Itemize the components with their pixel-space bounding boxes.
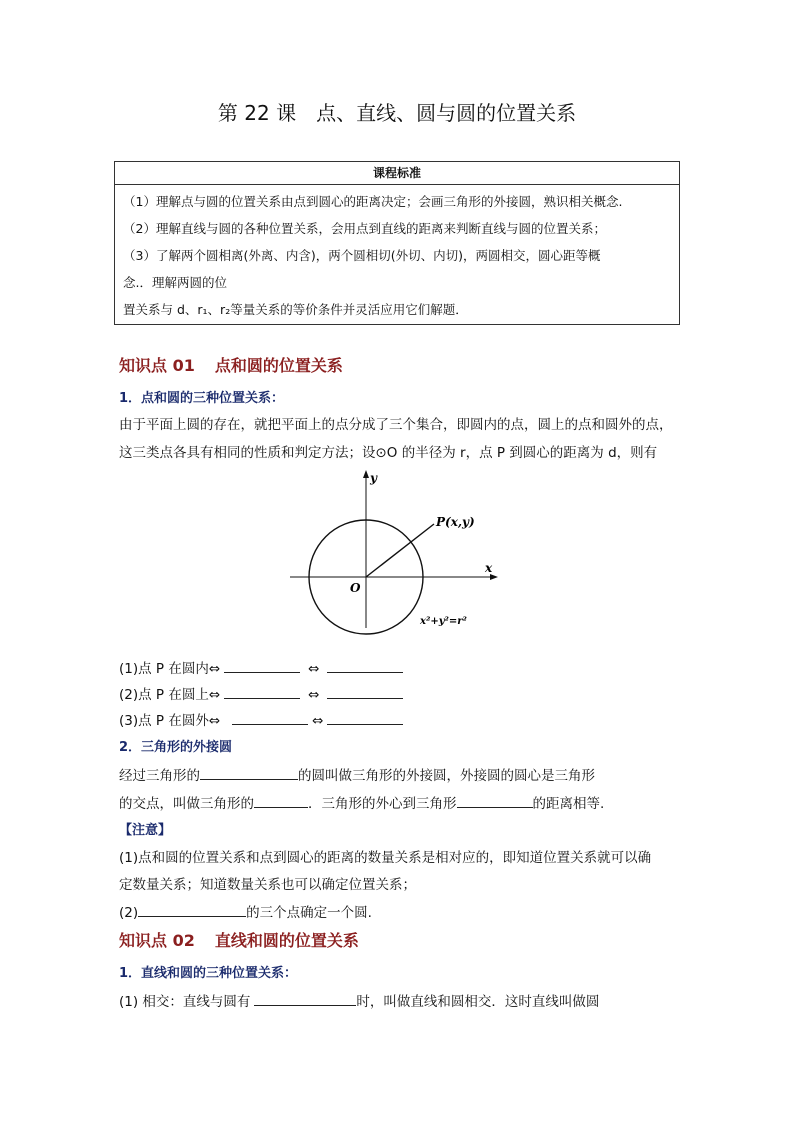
circle-equation: x²+y²=r²: [420, 616, 467, 627]
blank-circumcircle-1: [200, 767, 298, 780]
note-2: (2) 的三个点确定一个圆.: [119, 905, 372, 921]
case-outside: (3)点 P 在圆外⇔ ⇔: [119, 709, 403, 729]
y-axis-label: y: [370, 471, 377, 485]
kp2-item-1: (1) 相交：直线与圆有 时，叫做直线和圆相交．这时直线叫做圆: [119, 994, 600, 1010]
blank-outside-2: [327, 712, 403, 725]
standard-line-4: 念.．理解两圆的位: [123, 275, 227, 290]
note-1-line-2: 定数量关系；知道数量关系也可以确定位置关系；: [119, 877, 416, 893]
kp1-heading: [119, 353, 343, 376]
standard-line-1: （1）理解点与圆的位置关系由点到圆心的距离决定；会画三角形的外接圆，熟识相关概念.: [123, 194, 623, 209]
note-1-line-1: (1)点和圆的位置关系和点到圆心的距离的数量关系是相对应的，即知道位置关系就可以确: [119, 850, 652, 866]
x-axis-label: x: [485, 561, 493, 575]
blank-intersect: [254, 993, 356, 1006]
blank-inside-2: [327, 660, 403, 673]
blank-on-1: [224, 686, 300, 699]
standard-line-5: 置关系与 d、r₁、r₂等量关系的等价条件并灵活应用它们解题．: [123, 302, 468, 317]
kp1-title: 点和圆的位置关系: [214, 356, 343, 375]
kp1-subheading-1: 1．点和圆的三种位置关系：: [119, 391, 285, 406]
kp2-label: 知识点 02: [119, 931, 195, 950]
blank-circumcircle-2: [254, 795, 308, 808]
page-title: 第 22 课 点、直线、圆与圆的位置关系: [217, 101, 577, 125]
blank-note-2: [138, 904, 246, 917]
circumcircle-line-1: 经过三角形的 的圆叫做三角形的外接圆，外接圆的圆心是三角形: [119, 768, 595, 784]
standard-line-3: （3）了解两个圆相离(外离、内含)，两个圆相切(外切、内切)，两圆相交，圆心距等概: [123, 248, 601, 263]
origin-label: O: [350, 581, 361, 595]
kp2-subheading-1: 1．直线和圆的三种位置关系：: [119, 966, 298, 981]
case-inside: (1)点 P 在圆内⇔ ⇔: [119, 657, 403, 677]
kp1-subheading-2: 2．三角形的外接圆: [119, 740, 233, 755]
kp2-title: 直线和圆的位置关系: [214, 931, 359, 950]
standards-header: 课程标准: [115, 162, 679, 185]
circle-diagram: [280, 468, 510, 636]
blank-circumcircle-3: [457, 795, 533, 808]
kp1-paragraph-line-2: 这三类点各具有相同的性质和判定方法；设⊙O 的半径为 r，点 P 到圆心的距离为 d，则有: [119, 445, 658, 461]
course-standards-box: [114, 161, 680, 325]
kp1-paragraph-line-1: 由于平面上圆的存在，就把平面上的点分成了三个集合，即圆内的点，圆上的点和圆外的点，: [119, 417, 673, 433]
blank-outside-1: [232, 712, 308, 725]
note-label: 【注意】: [119, 823, 172, 838]
circumcircle-line-2: 的交点，叫做三角形的 ．三角形的外心到三角形 的距离相等.: [119, 796, 605, 812]
blank-inside-1: [224, 660, 300, 673]
kp1-label: 知识点 01: [119, 356, 195, 375]
case-on: (2)点 P 在圆上⇔ ⇔: [119, 683, 403, 703]
standard-line-2: （2）理解直线与圆的各种位置关系，会用点到直线的距离来判断直线与圆的位置关系；: [123, 221, 606, 236]
kp2-heading: [119, 928, 359, 951]
blank-on-2: [327, 686, 403, 699]
y-axis-arrow: [363, 470, 369, 478]
point-p-label: P(x,y): [436, 515, 475, 529]
